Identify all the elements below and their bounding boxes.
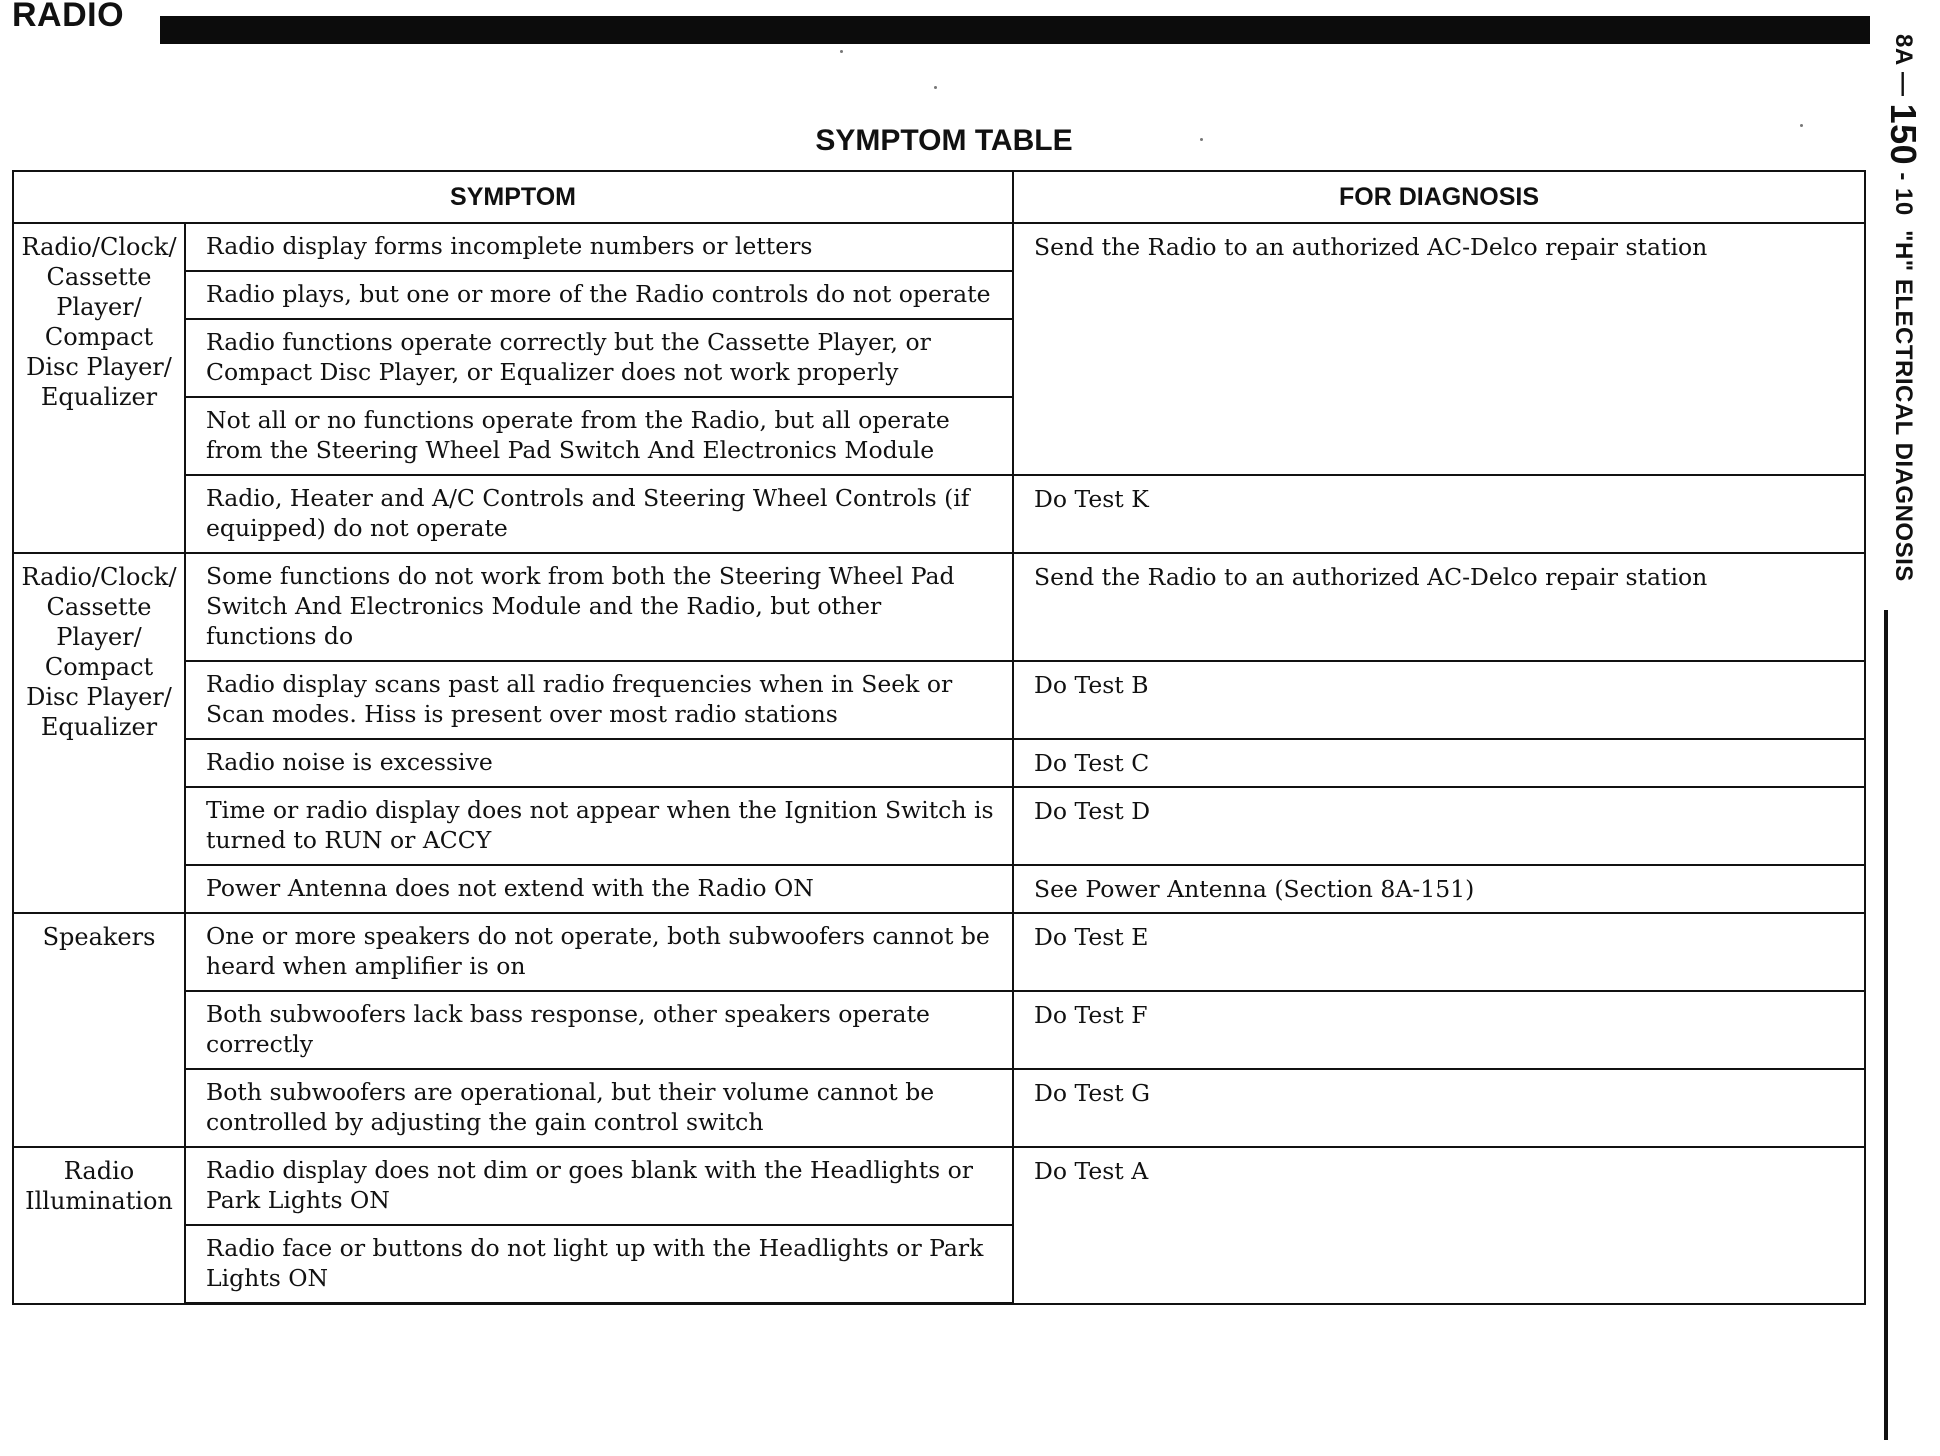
- category-label-line: Speakers: [42, 923, 156, 951]
- section-title: RADIO: [12, 0, 125, 34]
- page-sub-number: - 10: [1890, 165, 1917, 223]
- symptom-cell: Time or radio display does not appear when the Ignition Switch is turned to RUN or ACCY: [185, 787, 1013, 865]
- diagnosis-cell: Do Test F: [1013, 991, 1865, 1069]
- symptom-cell: Radio functions operate correctly but the Cassette Player, or Compact Disc Player, or Equalizer does not work properly: [185, 319, 1013, 397]
- diagnosis-cell: Do Test G: [1013, 1069, 1865, 1147]
- category-label-line: Cassette: [46, 263, 152, 291]
- diagnosis-cell: Do Test B: [1013, 661, 1865, 739]
- symptom-cell: One or more speakers do not operate, both subwoofers cannot be heard when amplifier is on: [185, 913, 1013, 991]
- diagnosis-cell: Do Test D: [1013, 787, 1865, 865]
- diagnosis-column-header: FOR DIAGNOSIS: [1013, 171, 1865, 223]
- symptom-cell: Both subwoofers are operational, but their volume cannot be controlled by adjusting the gain control switch: [185, 1069, 1013, 1147]
- category-cell: [13, 553, 185, 913]
- table-row: [13, 1147, 1865, 1225]
- table-row: [13, 913, 1865, 991]
- symptom-table: [12, 170, 1866, 1305]
- symptom-cell: Radio plays, but one or more of the Radio controls do not operate: [185, 271, 1013, 319]
- category-cell: [13, 223, 185, 553]
- table-row: [13, 739, 1865, 787]
- page-code: 8A —: [1890, 34, 1917, 104]
- symptom-cell: Not all or no functions operate from the Radio, but all operate from the Steering Wheel Pad Switch And Electronics Module: [185, 397, 1013, 475]
- symptom-cell: Radio display does not dim or goes blank with the Headlights or Park Lights ON: [185, 1147, 1013, 1225]
- category-label-line: Disc Player/: [26, 683, 172, 711]
- category-label-line: Equalizer: [40, 383, 158, 411]
- table-row: [13, 553, 1865, 661]
- side-rule: [1884, 610, 1888, 1440]
- category-cell: [13, 913, 185, 1147]
- diagnosis-cell: See Power Antenna (Section 8A-151): [1013, 865, 1865, 913]
- category-label-line: Compact: [44, 323, 154, 351]
- page-side-header: [1882, 34, 1924, 582]
- category-cell: [13, 1147, 185, 1304]
- manual-title: "H" ELECTRICAL DIAGNOSIS: [1890, 230, 1917, 582]
- scan-speck: [840, 50, 843, 53]
- table-row: [13, 661, 1865, 739]
- category-label-line: Cassette: [46, 593, 152, 621]
- category-label-line: Player/: [56, 293, 142, 321]
- symptom-cell: Radio noise is excessive: [185, 739, 1013, 787]
- symptom-cell: Radio, Heater and A/C Controls and Steering Wheel Controls (if equipped) do not operate: [185, 475, 1013, 553]
- category-label-line: Radio: [63, 1157, 135, 1185]
- diagnosis-cell: Send the Radio to an authorized AC-Delco repair station: [1013, 553, 1865, 661]
- symptom-cell: Radio display forms incomplete numbers or letters: [185, 223, 1013, 271]
- table-row: [13, 787, 1865, 865]
- category-label-line: Disc Player/: [26, 353, 172, 381]
- table-header-row: [13, 171, 1865, 223]
- category-label-line: Illumination: [25, 1187, 173, 1215]
- symptom-cell: Both subwoofers lack bass response, other speakers operate correctly: [185, 991, 1013, 1069]
- category-label-line: Equalizer: [40, 713, 158, 741]
- category-label-line: Compact: [44, 653, 154, 681]
- table-title: SYMPTOM TABLE: [815, 124, 1073, 157]
- diagnosis-cell: Do Test C: [1013, 739, 1865, 787]
- title-rule: [160, 16, 1870, 44]
- diagnosis-cell: Do Test E: [1013, 913, 1865, 991]
- table-row: [13, 1069, 1865, 1147]
- diagnosis-cell: Do Test K: [1013, 475, 1865, 553]
- diagnosis-cell: Do Test A: [1013, 1147, 1865, 1304]
- table-row: [13, 223, 1865, 271]
- category-label-line: Radio/Clock/: [21, 233, 177, 261]
- table-row: [13, 865, 1865, 913]
- symptom-cell: Power Antenna does not extend with the Radio ON: [185, 865, 1013, 913]
- category-label-line: Player/: [56, 623, 142, 651]
- diagnosis-cell: Send the Radio to an authorized AC-Delco repair station: [1013, 223, 1865, 475]
- category-label-line: Radio/Clock/: [21, 563, 177, 591]
- table-row: [13, 991, 1865, 1069]
- page-number: 150: [1883, 103, 1924, 166]
- table-row: [13, 475, 1865, 553]
- symptom-cell: Radio display scans past all radio frequencies when in Seek or Scan modes. Hiss is present over most radio stations: [185, 661, 1013, 739]
- symptom-cell: Radio face or buttons do not light up with the Headlights or Park Lights ON: [185, 1225, 1013, 1304]
- symptom-cell: Some functions do not work from both the Steering Wheel Pad Switch And Electronics Module and the Radio, but other functions do: [185, 553, 1013, 661]
- symptom-column-header: SYMPTOM: [13, 171, 1013, 223]
- scan-speck: [934, 86, 937, 89]
- table-body: [13, 223, 1865, 1304]
